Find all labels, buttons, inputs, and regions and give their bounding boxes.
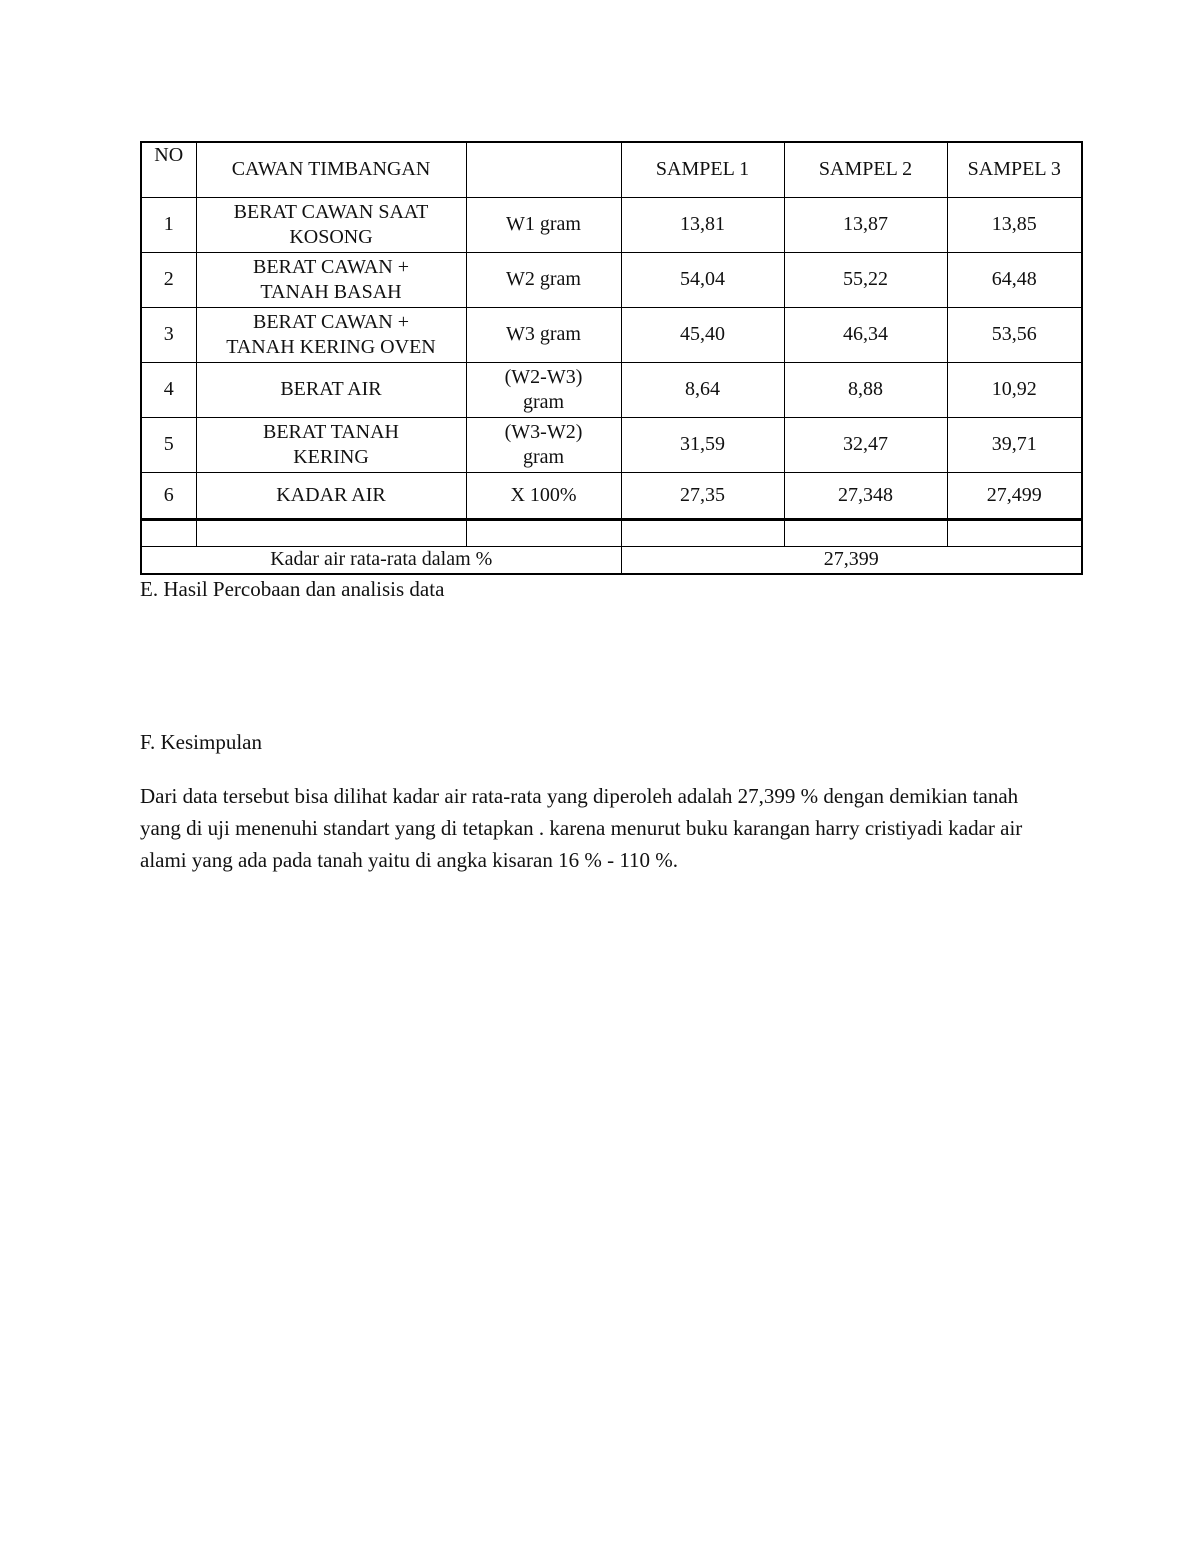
row-item: [196, 307, 466, 362]
row-no: 6: [141, 472, 196, 519]
row-sample-2: 13,87: [784, 197, 947, 252]
row-unit: [466, 472, 621, 519]
empty-cell: [466, 519, 621, 546]
header-item: CAWAN TIMBANGAN: [196, 142, 466, 197]
item-line: TANAH BASAH: [260, 280, 402, 303]
unit-line: gram: [522, 390, 565, 413]
row-sample-2: 46,34: [784, 307, 947, 362]
table-row: [141, 417, 1082, 472]
row-item: [196, 252, 466, 307]
unit-line: W1 gram: [506, 213, 581, 235]
unit-line: W3 gram: [506, 323, 581, 345]
table-row: [141, 197, 1082, 252]
average-value: 27,399: [621, 546, 1082, 574]
unit-line: (W2-W3): [504, 365, 583, 388]
empty-cell: [784, 519, 947, 546]
row-no: 2: [141, 252, 196, 307]
unit-line: W2 gram: [506, 268, 581, 290]
row-sample-1: 54,04: [621, 252, 784, 307]
row-item: [196, 417, 466, 472]
water-content-table: [140, 141, 1083, 575]
table-empty-row: [141, 519, 1082, 546]
table-row: [141, 252, 1082, 307]
header-no: NO: [141, 142, 196, 197]
row-sample-3: 53,56: [947, 307, 1082, 362]
row-no: 4: [141, 362, 196, 417]
item-line: BERAT CAWAN +: [253, 310, 409, 333]
header-sample-2: SAMPEL 2: [784, 142, 947, 197]
empty-cell: [196, 519, 466, 546]
row-no: 3: [141, 307, 196, 362]
row-sample-2: 27,348: [784, 472, 947, 519]
empty-cell: [621, 519, 784, 546]
average-label: Kadar air rata-rata dalam %: [141, 546, 621, 574]
row-sample-2: 55,22: [784, 252, 947, 307]
table-row: [141, 472, 1082, 519]
conclusion-paragraph: Dari data tersebut bisa dilihat kadar air rata-rata yang diperoleh adalah 27,399 % dengan demikian tanah yang di uji menenuhi standart yang di tetapkan . karena menurut buku karangan harry cristiyadi kadar air alami yang ada pada tanah yaitu di angka kisaran 16 % - 110 %.: [140, 784, 1023, 872]
unit-line: X 100%: [510, 483, 577, 506]
row-sample-1: 13,81: [621, 197, 784, 252]
row-unit: [466, 307, 621, 362]
item-line: KADAR AIR: [276, 483, 386, 506]
row-unit: [466, 417, 621, 472]
section-f-heading: F. Kesimpulan: [140, 730, 262, 754]
table-row: [141, 307, 1082, 362]
row-item: [196, 362, 466, 417]
unit-line: gram: [522, 445, 565, 468]
row-item: [196, 472, 466, 519]
header-sample-1: SAMPEL 1: [621, 142, 784, 197]
item-line: BERAT TANAH: [262, 420, 399, 443]
row-sample-1: 27,35: [621, 472, 784, 519]
row-sample-3: 27,499: [947, 472, 1082, 519]
row-sample-2: 32,47: [784, 417, 947, 472]
row-item: [196, 197, 466, 252]
unit-line: (W3-W2): [504, 420, 583, 443]
item-line: BERAT AIR: [280, 378, 382, 400]
row-sample-1: 8,64: [621, 362, 784, 417]
row-sample-3: 64,48: [947, 252, 1082, 307]
row-unit: [466, 362, 621, 417]
row-sample-2: 8,88: [784, 362, 947, 417]
row-sample-3: 13,85: [947, 197, 1082, 252]
item-line: TANAH KERING OVEN: [226, 335, 436, 358]
section-e-heading: E. Hasil Percobaan dan analisis data: [140, 577, 445, 601]
header-sample-3: SAMPEL 3: [947, 142, 1082, 197]
row-no: 1: [141, 197, 196, 252]
table-row: [141, 362, 1082, 417]
table-average-row: [141, 546, 1082, 574]
item-line: KERING: [293, 445, 369, 468]
row-sample-3: 10,92: [947, 362, 1082, 417]
empty-cell: [141, 519, 196, 546]
header-unit: [466, 142, 621, 197]
item-line: KOSONG: [289, 225, 373, 248]
row-unit: [466, 252, 621, 307]
row-no: 5: [141, 417, 196, 472]
table-header-row: [141, 142, 1082, 197]
item-line: BERAT CAWAN +: [253, 255, 409, 278]
item-line: BERAT CAWAN SAAT: [233, 200, 429, 223]
row-sample-3: 39,71: [947, 417, 1082, 472]
row-sample-1: 45,40: [621, 307, 784, 362]
row-unit: [466, 197, 621, 252]
row-sample-1: 31,59: [621, 417, 784, 472]
empty-cell: [947, 519, 1082, 546]
